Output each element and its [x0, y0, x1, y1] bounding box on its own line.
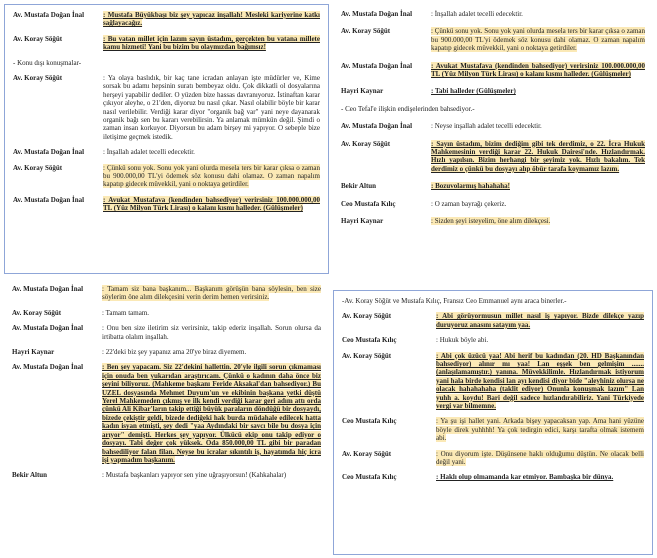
speaker-name: Av. Koray Söğüt [341, 27, 391, 36]
speaker-name: Bekir Altun [12, 471, 48, 480]
transcript-line [342, 336, 644, 344]
speech-text: : Abi çok üzücü yaa! Abi herif bu kadından (20. HD Başkanından bahsediyor) alınır mı yaa! Lan eşşek ben gelmişim ....... (anlaşılamamıştır.) yanına. Müvekkilimle. Hızlandırmak istiyorum yani hala birde kendisi lan ayı kendisi diyor bide "aleyhiniz olursa ne olacak hahahahaha (taklit ediyor) Onunla konuşmak lazım" Lan yuhh a. koydu! Bari değil sadece hızlandırabiliriz. Yani Türkiyede vergi var bilmemne. [436, 351, 644, 411]
speech-text: : Ben şey yapacam. Siz 22'dekini hallettin. 20'yle ilgili sorun çıkmaması için onuda ben yukarıdan araştırıcam. Çünkü o kadının daha önce biz şeyini biliyoruz. (Mahkeme başkanı Feride Aksakal'dan bahsediyor.) Bu UZEL dosyasında Mehmet Duyum'un ve ekibinin başkana yetki düştü Yerel Mahkemeden çıkmış ve ilk kendi verdiği karar geri adım attı orda çünkü Ali Kibar'ların takip ettiği büyük paraların döndüğü bir dosyaydı, bizede çekiştir geldi, bizede dediğeki hak burda müdahale edilecek hatta kadın isyan etmişti, şey dedi "yaa Aydındaki bir savcı bile bu dosya için arıyor" demişti. Herkes şey yapıyor. Ülkücü ekip onu takip ediyor o dosyayı. Tabi değer çok yüksek. Oda 850.000,00 TL gibi bir paradan bahsediliyor falan filan. Neyse bu icralar sıkıntılı iş, hayatımda hiç icra işi yapmadım başkanım. [102, 363, 321, 464]
transcript-line [13, 74, 320, 141]
speech-text: : Haklı olup olmamanda kar etmiyor. Bambaşka bir dünya. [436, 473, 614, 482]
transcript-line [13, 196, 320, 213]
speech-text: : Hukuk böyle abi. [436, 336, 489, 345]
transcript-line [341, 87, 645, 95]
transcript-line [13, 35, 320, 52]
transcript-line [341, 122, 645, 130]
speech-text: : Ya olaya baslıdık, bir kaç tane icradan anlayan işte müdürler ve, Kime sorsak bu adamı hepsinin suratı bembeyaz oldu. Çok dikkatli ol dosyalarına herşeyi yapabilir dediler. O yüzden bize hassas davranıyoruz. İstinaftan karar çıkıyor aleyhe, o 21'den, diyoruz bu nasıl çıkar. Nasıl olabilir böyle bir karar nasıl verilebilir. Verdiği karar diyor "organik bağ var" yani neye dayanarak organik bağı sen bu kararı verebilirsin. Ya anlamak mümkün değil. Şimdi o zaman insan korkuyor. Diyorsun bu adam birşey mi yapıyor. O sebeple bize iletişime geçmek istedik. [103, 74, 320, 141]
transcript-line [341, 217, 645, 225]
speech-text: : Onu diyorum işte. Düşünsene haklı olduğumu düştün. Ne olacak belli değil yani. [436, 449, 644, 467]
transcript-panel-1 [4, 4, 329, 274]
speech-text: : Neyse inşallah adalet tecelli edecektir. [431, 122, 542, 131]
transcript-line [342, 450, 644, 467]
transcript-line [12, 471, 321, 479]
transcript-line [341, 10, 645, 18]
speaker-name: Hayri Kaynar [341, 217, 384, 226]
speech-text: : Mustafa başkanları yapıyor sen yine uğraşıyorsun! (Kahkahalar) [102, 471, 287, 480]
speaker-name: Av. Koray Söğüt [13, 34, 63, 43]
speaker-name: Av. Koray Söğüt [342, 351, 392, 360]
speaker-name: Av. Koray Söğüt [13, 74, 63, 83]
speech-text: : Bozuvolarmış hahahaha! [431, 182, 510, 191]
transcript-line [342, 473, 644, 481]
speech-text: : İnşallah adalet tecelli edecektir. [103, 148, 195, 157]
transcript-line [341, 140, 645, 174]
speech-text: : Sayın üstadım, bizim dediğim gibi tek derdimiz, o 22. İcra Hukuk Mahkemesinin verdiği karar 22. Hukuk Dairesi'nde. Hızlandırmak. Hızlı yapılsın. Bizim herhangi bir şeyimiz yok. Hızlı bakalım. Tek derdimiz o çünkü bu dosyayı alıp öbür tarafa koymamız lazım. [431, 139, 645, 173]
speaker-name: Av. Mustafa Doğan İnal [13, 11, 85, 19]
transcript-line [341, 182, 645, 190]
speech-text: : 22'deki biz şey yapanız ama 20'ye biraz diyemem. [102, 348, 247, 357]
speech-text: : Tabi halleder (Gülüşmeler) [431, 87, 516, 96]
speaker-name: Av. Mustafa Doğan İnal [13, 148, 85, 157]
speech-text: : Çünkü sonu yok. Sonu yok yani olurda mesela ters bir karar çıksa o zaman bu 900.000,00 TL'yi ödemek söz konusu dahi olamaz. O zaman napalım kapatıp gidecek müvekkil, yani o noktaya getirdiler. [103, 163, 320, 189]
speaker-name: Av. Mustafa Doğan İnal [341, 10, 413, 18]
transcript-line [12, 324, 321, 341]
transcript-line [13, 164, 320, 189]
speaker-name: Av. Mustafa Doğan İnal [12, 285, 84, 293]
speech-text: : Çünkü sonu yok. Sonu yok yani olurda mesela ters bir karar çıksa o zaman bu 900.000,00 TL'yi ödemek söz konusu dahi olamaz. O zaman napalım kapatıp gidecek müvekkil, yani o noktaya getirdiler. [431, 27, 645, 53]
speaker-name: Ceo Mustafa Kılıç [342, 336, 397, 345]
speech-text: : Sizden şeyi isteyelim, öne alım dilekçesi. [431, 217, 551, 226]
speaker-name: Av. Mustafa Doğan İnal [12, 324, 84, 333]
speech-text: : Avukat Mustafava (kendinden bahsediyor) verirsiniz 100.000.000,00 TL (Yüz Milyon Türk Lirası) o kalanı kısmı halleder. (Gülüşmeler) [431, 61, 645, 79]
speaker-name: Av. Mustafa Doğan İnal [13, 195, 85, 204]
speaker-name: Av. Koray Söğüt [12, 308, 62, 317]
transcript-line [342, 417, 644, 442]
speaker-name: Av. Koray Söğüt [13, 163, 63, 172]
speaker-name: Hayri Kaynar [12, 348, 55, 357]
speech-text: : Tamam siz bana başkanım... Başkanım görüşün bana söylesin, ben size söylerim öne alım dilekçesini verin derim hemen verirsiniz. [102, 285, 321, 302]
transcript-panel-2 [333, 4, 653, 274]
speech-text: : Tamam tamam. [102, 308, 150, 317]
scene-note: - Ceo Tefal'e ilişkin endişelerinden bahsediyor.- [341, 104, 475, 113]
speaker-name: Ceo Mustafa Kılıç [342, 417, 397, 426]
speech-text: : O zaman bayrağı çekeriz. [431, 199, 507, 208]
speech-text: : Avukat Mustafava (kendinden bahsediyor) verirsiniz 100.000.000,00 TL (Yüz Milyon Türk Lirası) o kalanı kısmı halleder. (Gülüşmeler) [103, 195, 320, 213]
speech-text: : Ya şu işi hallet yani. Arkada bişey yapacaksan yap. Ama hani yüzüne böyle direk yuhhhh! Ya çok tedirgin edici, karşı tarafta olmak istemem abi. [436, 417, 644, 443]
transcript-line [341, 62, 645, 79]
speaker-name: Av. Koray Söğüt [341, 139, 391, 148]
speech-text: : İnşallah adalet tecelli edecektir. [431, 10, 523, 18]
scene-note: -Av. Koray Söğüt ve Mustafa Kılıç, Fransız Ceo Emmanuel aynı araca binerler.- [342, 297, 567, 305]
scene-note: - Konu dışı konuşmalar- [13, 58, 82, 67]
speaker-name: Bekir Altun [341, 182, 377, 191]
transcript-line [342, 352, 644, 411]
speaker-name: Av. Koray Söğüt [342, 312, 392, 321]
transcript-line [341, 27, 645, 52]
transcript-line [342, 312, 644, 329]
transcript-line [13, 148, 320, 156]
transcript-line [12, 285, 321, 302]
transcript-panel-4 [333, 290, 653, 555]
transcript-line [13, 11, 320, 28]
speaker-name: Av. Mustafa Doğan İnal [12, 363, 84, 372]
transcript-line [12, 363, 321, 464]
transcript-line [12, 309, 321, 317]
speaker-name: Ceo Mustafa Kılıç [341, 199, 396, 208]
speaker-name: Av. Mustafa Doğan İnal [341, 122, 413, 131]
speaker-name: Av. Koray Söğüt [342, 449, 392, 458]
transcript-line [12, 348, 321, 356]
speech-text: : Bu vatan millet için lazım sayın üstadım, gerçekten bu vatana millete kamu hizmeti! Yani bu bizim bu olaymızdan bağımsız! [103, 34, 320, 52]
speech-text: : Onu ben size iletirim siz verirsiniz, takip ederiz inşallah. Sorun olursa da irtibatta olalım inşallah. [102, 324, 321, 341]
speaker-name: Hayri Kaynar [341, 87, 384, 96]
transcript-line [341, 200, 645, 208]
speech-text: : Abi görüyormusun millet nasıl iş yapıyor. Bizde dilekçe yazıp duruyoruz anasını satayım yaa. [436, 312, 644, 329]
speech-text: : Mustafa Büyükbaşı biz şey yapıcaz inşallah! Mesleki kariyerine katkı sağlayacağız. [103, 11, 320, 28]
transcript-panel-3 [4, 279, 329, 555]
speaker-name: Av. Mustafa Doğan İnal [341, 61, 413, 70]
speaker-name: Ceo Mustafa Kılıç [342, 473, 397, 482]
